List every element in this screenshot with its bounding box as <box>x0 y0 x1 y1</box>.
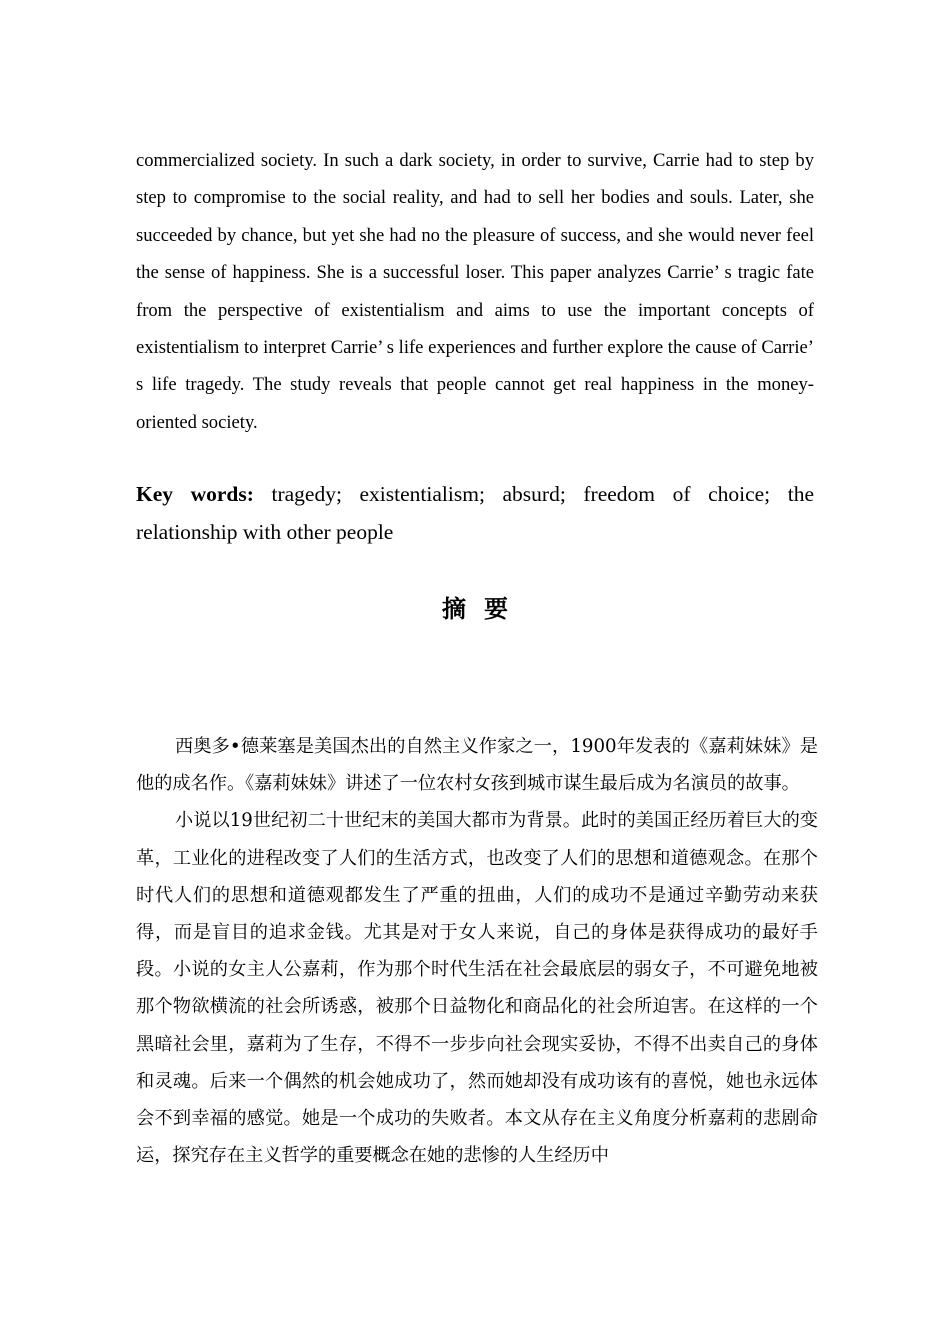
keywords-label: Key words: <box>136 482 254 506</box>
chinese-abstract-body <box>136 728 818 1174</box>
chinese-abstract-title: 摘要 <box>442 595 526 623</box>
english-abstract-paragraph: commercialized society. In such a dark society, in order to survive, Carrie had to step by step to compromise to the social reality, and had to sell her bodies and souls. Later, she succeeded by chance, but yet she had no the pleasure of success, and she would never feel the sense of happiness. She is a successful loser. This paper analyzes Carrie’ s tragic fate from the perspective of existentialism and aims to use the important concepts of existentialism to interpret Carrie’ s life experiences and further explore the cause of Carrie’ s life tragedy. The study reveals that people cannot get real happiness in the money-oriented society. <box>136 150 814 433</box>
chinese-paragraph-1: 西奥多•德莱塞是美国杰出的自然主义作家之一，1900年发表的《嘉莉妹妹》是他的成名作。《嘉莉妹妹》讲述了一位农村女孩到城市谋生最后成为名演员的故事。 <box>136 736 818 795</box>
chinese-paragraph-2: 小说以19世纪初二十世纪末的美国大都市为背景。此时的美国正经历着巨大的变革，工业化的进程改变了人们的生活方式，也改变了人们的思想和道德观念。在那个时代人们的思想和道德观都发生了严重的扭曲，人们的成功不是通过辛勤劳动来获得，而是盲目的追求金钱。尤其是对于女人来说，自己的身体是获得成功的最好手段。小说的女主人公嘉莉，作为那个时代生活在社会最底层的弱女子，不可避免地被那个物欲横流的社会所诱惑，被那个日益物化和商品化的社会所迫害。在这样的一个黑暗社会里，嘉莉为了生存，不得不一步步向社会现实妥协，不得不出卖自己的身体和灵魂。后来一个偶然的机会她成功了，然而她却没有成功该有的喜悦，她也永远体会不到幸福的感觉。她是一个成功的失败者。本文从存在主义角度分析嘉莉的悲剧命运，探究存在主义哲学的重要概念在她的悲惨的人生经历中 <box>136 810 818 1167</box>
keywords-line <box>136 476 814 551</box>
keywords-text: tragedy; existentialism; absurd; freedom of choice; the relationship with other people <box>136 482 814 544</box>
